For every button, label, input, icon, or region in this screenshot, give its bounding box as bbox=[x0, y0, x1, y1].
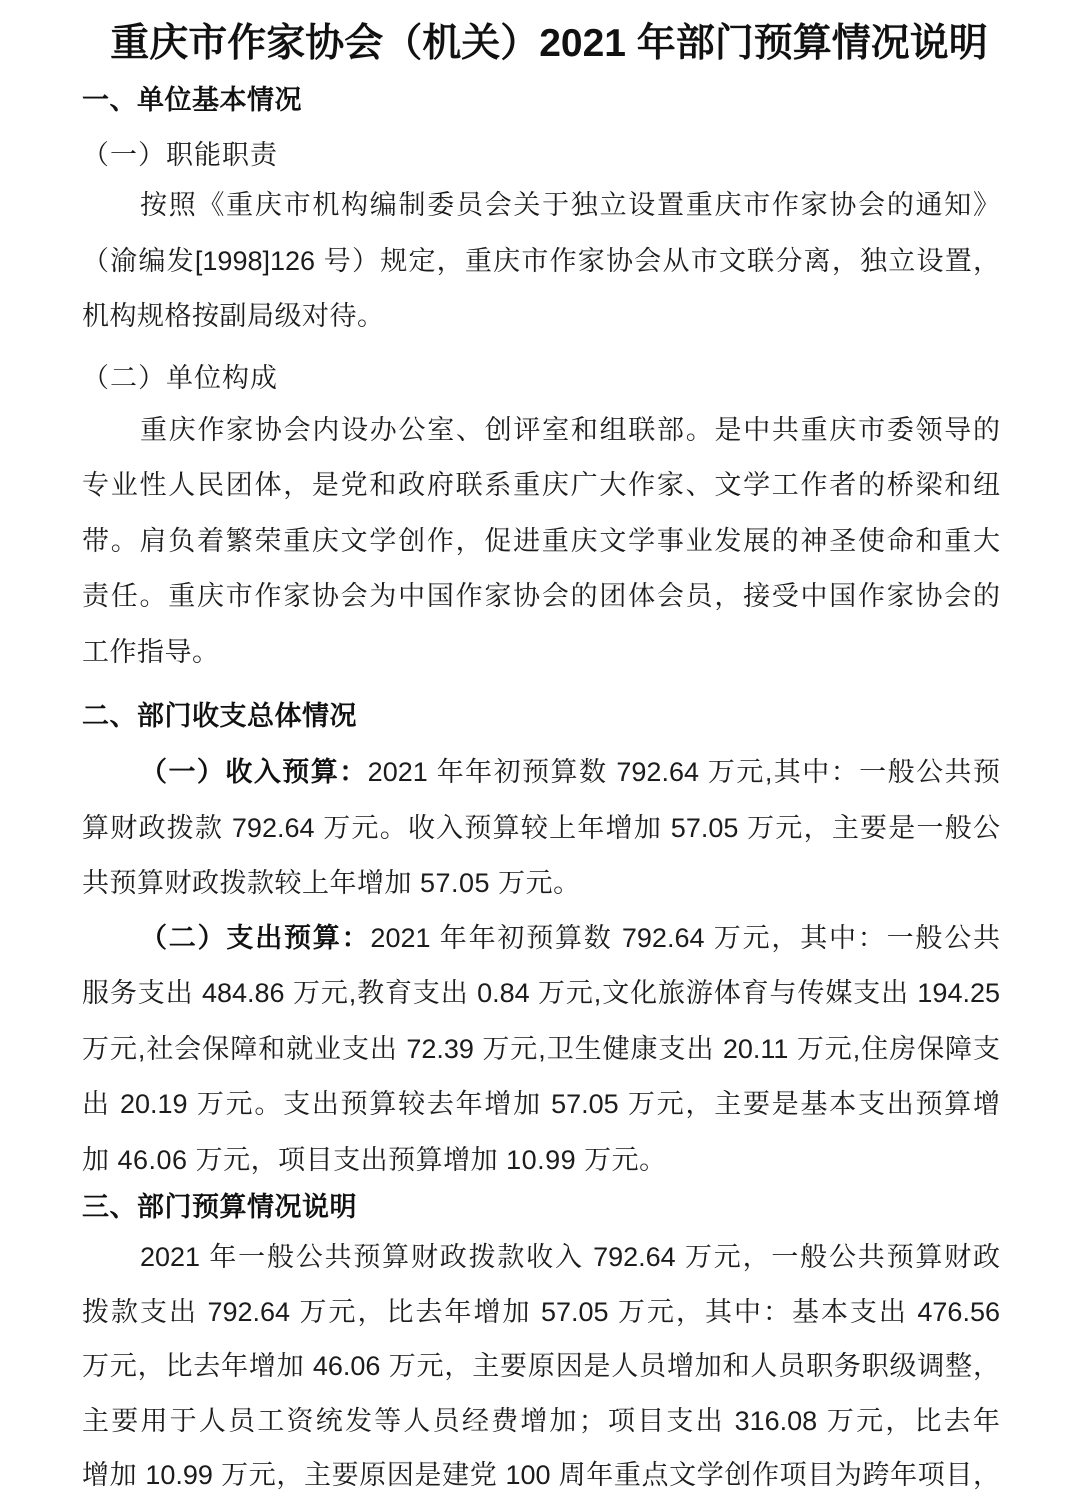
paragraph-line: （渝编发[1998]126 号）规定，重庆市作家协会从市文联分离，独立设置， bbox=[82, 245, 1000, 276]
paragraph-line: 带。肩负着繁荣重庆文学创作，促进重庆文学事业发展的神圣使命和重大 bbox=[82, 525, 1000, 556]
paragraph-line: 万元,社会保障和就业支出 72.39 万元,卫生健康支出 20.11 万元,住房保障支 bbox=[82, 1033, 1000, 1064]
section-heading-budget-explanation: 三、部门预算情况说明 bbox=[82, 1192, 357, 1222]
section-heading-unit-info: 一、单位基本情况 bbox=[82, 85, 302, 115]
paragraph-line: 主要用于人员工资统发等人员经费增加；项目支出 316.08 万元，比去年 bbox=[82, 1405, 1000, 1436]
paragraph-line: 算财政拨款 792.64 万元。收入预算较上年增加 57.05 万元，主要是一般公 bbox=[82, 812, 1000, 843]
paragraph-line-text: 2021 年年初预算数 792.64 万元，其中：一般公共 bbox=[370, 922, 1001, 953]
paragraph-structure bbox=[82, 403, 1000, 681]
section-heading-revenue-expenditure: 二、部门收支总体情况 bbox=[82, 701, 357, 731]
income-budget-label: （一）收入预算： bbox=[140, 757, 368, 787]
paragraph-line: 2021 年一般公共预算财政拨款收入 792.64 万元，一般公共预算财政 bbox=[140, 1242, 1000, 1272]
paragraph-line: 万元，比去年增加 46.06 万元，主要原因是人员增加和人员职务职级调整， bbox=[82, 1351, 1000, 1381]
paragraph-line: 责任。重庆市作家协会为中国作家协会的团体会员，接受中国作家协会的 bbox=[82, 581, 1000, 611]
paragraph-line: 出 20.19 万元。支出预算较去年增加 57.05 万元，主要是基本支出预算增 bbox=[82, 1089, 1000, 1119]
paragraph-budget-explanation bbox=[82, 1230, 1000, 1503]
paragraph-line: 专业性人民团体，是党和政府联系重庆广大作家、文学工作者的桥梁和纽 bbox=[82, 470, 1000, 500]
paragraph-line: 增加 10.99 万元，主要原因是建党 100 周年重点文学创作项目为跨年项目， bbox=[82, 1460, 1000, 1490]
paragraph-line: 重庆作家协会内设办公室、创评室和组联部。是中共重庆市委领导的 bbox=[140, 414, 1000, 445]
expenditure-budget-label: （二）支出预算： bbox=[140, 922, 371, 953]
subsection-heading-duties: （一）职能职责 bbox=[82, 140, 278, 170]
subsection-heading-structure: （二）单位构成 bbox=[82, 362, 278, 393]
paragraph-line: 拨款支出 792.64 万元，比去年增加 57.05 万元，其中：基本支出 476.56 bbox=[82, 1296, 1000, 1327]
paragraph-income-budget bbox=[82, 745, 1000, 912]
document-title: 重庆市作家协会（机关）2021 年部门预算情况说明 bbox=[110, 22, 988, 65]
paragraph-line bbox=[82, 745, 1000, 801]
paragraph-line: 加 46.06 万元，项目支出预算增加 10.99 万元。 bbox=[82, 1144, 667, 1175]
paragraph-line: 服务支出 484.86 万元,教育支出 0.84 万元,文化旅游体育与传媒支出 194.25 bbox=[82, 978, 1000, 1008]
paragraph-line-text: 2021 年年初预算数 792.64 万元,其中：一般公共预 bbox=[367, 757, 1001, 787]
paragraph-line: 共预算财政拨款较上年增加 57.05 万元。 bbox=[82, 868, 581, 898]
paragraph-line bbox=[82, 911, 1000, 967]
paragraph-line: 机构规格按副局级对待。 bbox=[82, 301, 385, 331]
paragraph-line: 工作指导。 bbox=[82, 636, 220, 667]
paragraph-duties bbox=[82, 178, 1000, 345]
paragraph-line: 按照《重庆市机构编制委员会关于独立设置重庆市作家协会的通知》 bbox=[140, 190, 1000, 220]
paragraph-expenditure-budget bbox=[82, 911, 1000, 1189]
